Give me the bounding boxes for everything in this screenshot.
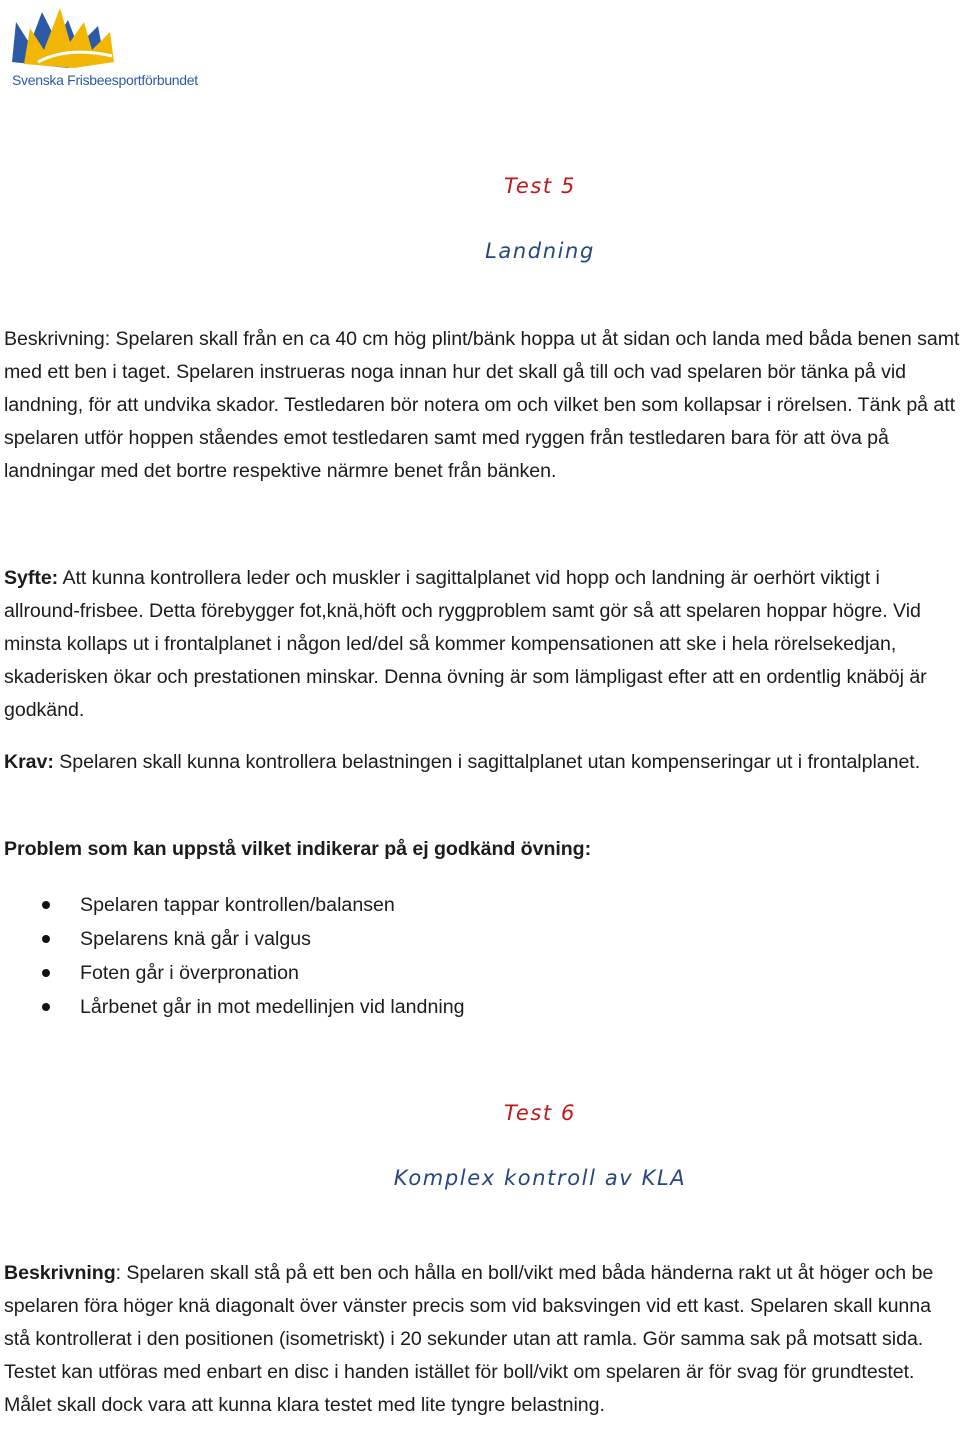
test6-title: Test 6 — [504, 1101, 576, 1125]
test6-description — [4, 1257, 960, 1422]
list-item: Spelaren tappar kontrollen/balansen — [40, 888, 465, 922]
beskrivning-text: : Spelaren skall stå på ett ben och hålla en boll/vikt med båda händerna rakt ut åt höger och be spelaren föra höger knä diagonalt över vänster precis som vid baksvingen vid ett kast. Spelaren skall kunna stå kontrollerat i den positionen (isometriskt) i 20 sekunder utan att ramla. Gör samma sak på motsatt sida. Testet kan utföras med enbart en disc i handen istället för boll/vikt om spelaren är för svag för grundtestet. Målet skall dock vara att kunna klara testet med lite tyngre belastning. — [4, 1262, 934, 1416]
syfte-text: Att kunna kontrollera leder och muskler i sagittalplanet vid hopp och landning är oerhört viktigt i allround-frisbee. Detta förebygger fot,knä,höft och ryggproblem samt gör så att spelaren hoppar högre. Vid minsta kollaps ut i frontalplanet i någon led/del så kommer kompensationen att ske i hela rörelsekedjan, skaderisken ökar och prestationen minskar. Denna övning är som lämpligast efter att en ordentlig knäböj är godkänd. — [4, 567, 927, 721]
bullet-icon — [42, 1003, 50, 1011]
problem-heading: Problem som kan uppstå vilket indikerar på ej godkänd övning: — [4, 838, 592, 860]
test5-title: Test 5 — [504, 174, 576, 198]
test5-syfte — [4, 562, 960, 727]
test5-subtitle: Landning — [485, 239, 595, 263]
test5-krav — [4, 746, 960, 779]
test5-description: Beskrivning: Spelaren skall från en ca 40 cm hög plint/bänk hoppa ut åt sidan och landa med båda benen samt med ett ben i taget. Spelaren instrueras noga innan hur det skall gå till och vad spelaren bör tänka på vid landning, för att undvika skador. Testledaren bör notera om och vilket ben som kollapsar i rörelsen. Tänk på att spelaren utför hoppen ståendes emot testledaren samt med ryggen från testledaren bara för att öva på landningar med det bortre respektive närmre benet från bänken. — [4, 328, 960, 482]
bullet-icon — [42, 935, 50, 943]
bullet-icon — [42, 969, 50, 977]
list-item: Spelarens knä går i valgus — [40, 922, 465, 956]
krav-label: Krav: — [4, 751, 54, 773]
bullet-icon — [42, 901, 50, 909]
syfte-label: Syfte: — [4, 567, 59, 589]
beskrivning-label: Beskrivning — [4, 1262, 116, 1284]
crown-icon — [8, 6, 118, 72]
test6-subtitle: Komplex kontroll av KLA — [393, 1166, 687, 1190]
list-item: Foten går i överpronation — [40, 956, 465, 990]
krav-text: Spelaren skall kunna kontrollera belastningen i sagittalplanet utan kompenseringar ut i frontalplanet. — [53, 751, 921, 773]
list-item: Lårbenet går in mot medellinjen vid landning — [40, 990, 465, 1024]
federation-logo — [8, 6, 220, 90]
logo-text: Svenska Frisbeesportförbundet — [12, 72, 198, 88]
problem-list — [40, 888, 465, 1024]
